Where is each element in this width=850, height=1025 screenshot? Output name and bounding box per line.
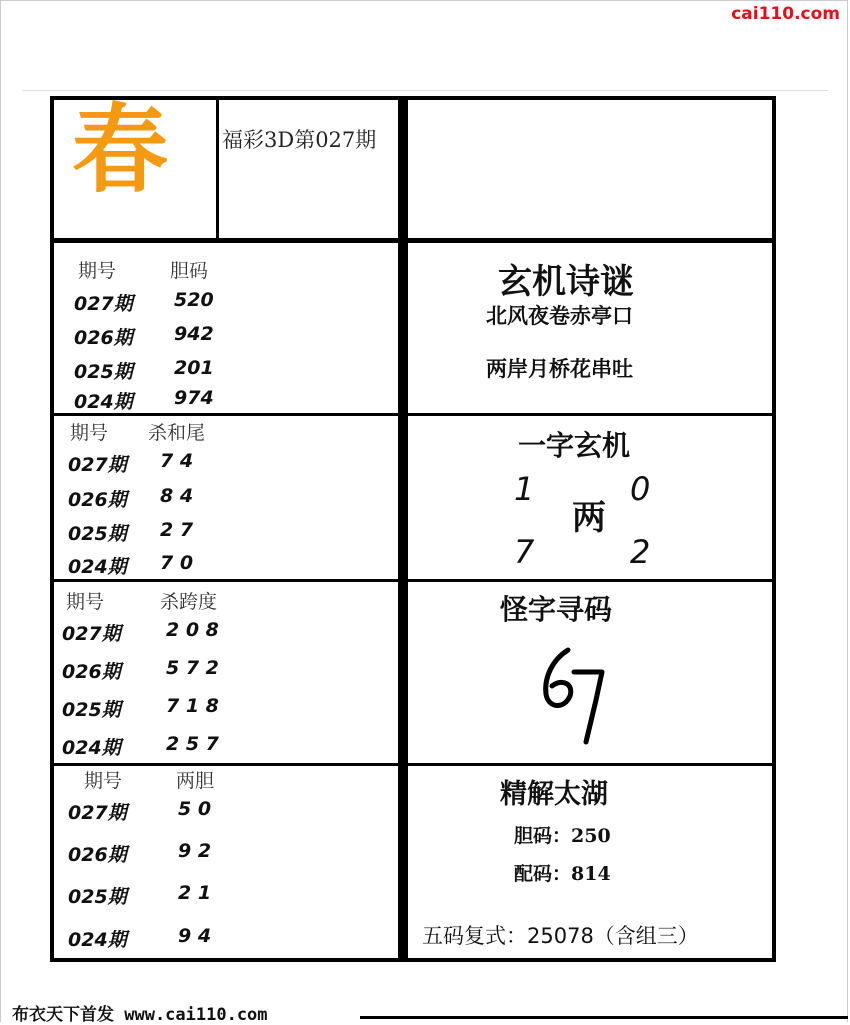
divider	[22, 90, 828, 91]
guaizi-strange-character-icon	[538, 642, 608, 746]
col-header-issue: 期号	[66, 591, 105, 613]
table-row-value: 7 1 8	[166, 695, 219, 717]
table-row-value: 7 4	[160, 450, 194, 472]
taihu-title: 精解太湖	[500, 779, 608, 810]
col-header-issue: 期号	[78, 260, 117, 282]
center-divider	[398, 96, 408, 962]
table-row-issue: 024期	[62, 737, 121, 759]
season-character: 春	[72, 93, 168, 206]
table-row-value: 2 7	[160, 519, 194, 541]
table-row-value: 2 0 8	[166, 619, 219, 641]
yizi-character: 两	[572, 498, 606, 538]
yizi-number: 0	[630, 470, 651, 508]
header-divider	[216, 100, 219, 240]
table-row-value: 974	[174, 387, 214, 409]
table-row-issue: 024期	[68, 929, 127, 951]
row-divider	[406, 763, 776, 766]
table-row-value: 5 7 2	[166, 657, 219, 679]
table-row-issue: 027期	[68, 802, 127, 824]
col-header-sha-he-wei: 杀和尾	[148, 422, 206, 444]
yizi-number: 7	[514, 533, 535, 571]
taihu-dan: 胆码：250	[514, 825, 611, 847]
poem-title: 玄机诗谜	[498, 262, 634, 302]
table-row-value: 7 0	[160, 552, 194, 574]
wuma-fushi: 五码复式：25078（含组三）	[422, 924, 699, 948]
table-row-issue: 025期	[68, 886, 127, 908]
table-row-issue: 026期	[62, 661, 121, 683]
poem-line-1: 北风夜卷赤亭口	[486, 303, 633, 328]
row-divider	[50, 579, 400, 582]
table-row-value: 5 0	[178, 798, 212, 820]
table-row-value: 8 4	[160, 485, 194, 507]
table-row-issue: 024期	[74, 391, 133, 413]
table-row-issue: 027期	[68, 454, 127, 476]
table-row-value: 2 5 7	[166, 733, 219, 755]
table-row-value: 520	[174, 289, 214, 311]
footer-text: 布衣天下首发 www.cai110.com	[12, 1005, 268, 1025]
table-row-value: 942	[174, 323, 214, 345]
table-row-issue: 024期	[68, 556, 127, 578]
yizi-number: 2	[630, 533, 651, 571]
table-row-value: 9 4	[178, 925, 212, 947]
table-row-issue: 025期	[74, 361, 133, 383]
page-title: 福彩3D第027期	[222, 128, 377, 152]
col-header-issue: 期号	[70, 422, 109, 444]
col-header-sha-kua-du: 杀跨度	[160, 591, 218, 613]
row-divider	[406, 413, 776, 416]
col-header-issue: 期号	[84, 770, 123, 792]
taihu-pei: 配码：814	[514, 863, 611, 885]
table-row-issue: 025期	[68, 523, 127, 545]
lottery-sheet	[50, 93, 776, 962]
table-row-issue: 026期	[68, 489, 127, 511]
yizi-number: 1	[514, 470, 535, 508]
table-row-issue: 027期	[74, 293, 133, 315]
footer-rule	[360, 1016, 848, 1019]
table-row-issue: 026期	[68, 844, 127, 866]
yizi-title: 一字玄机	[518, 429, 631, 462]
col-header-liang-dan: 两胆	[176, 770, 215, 792]
col-header-dan: 胆码	[170, 260, 209, 282]
table-row-issue: 027期	[62, 623, 121, 645]
table-row-issue: 025期	[62, 699, 121, 721]
row-divider	[406, 579, 776, 582]
guaizi-title: 怪字寻码	[500, 593, 613, 626]
table-row-value: 2 1	[178, 882, 212, 904]
site-brand[interactable]: cai110.com	[731, 4, 840, 24]
table-row-issue: 026期	[74, 327, 133, 349]
poem-line-2: 两岸月桥花串吐	[486, 356, 633, 381]
table-row-value: 9 2	[178, 840, 212, 862]
row-divider	[50, 238, 776, 243]
table-row-value: 201	[174, 357, 214, 379]
